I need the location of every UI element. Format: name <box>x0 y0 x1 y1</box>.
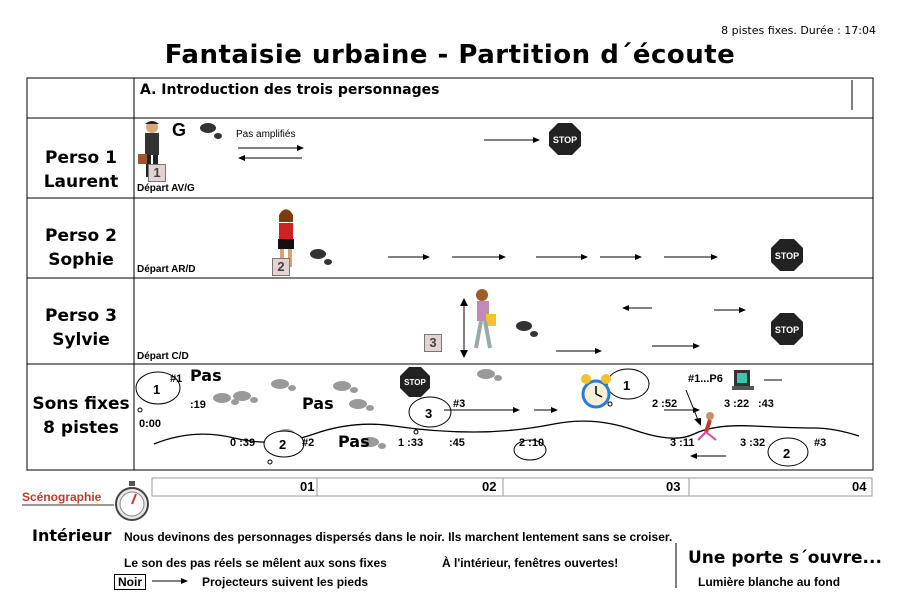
svg-text:STOP: STOP <box>774 325 800 335</box>
perso3-number-badge: 3 <box>424 334 442 352</box>
scenography-line2b: À l'intérieur, fenêtres ouvertes! <box>442 556 619 570</box>
row-label-perso3: Perso 3 Sylvie <box>45 306 117 350</box>
time-label: 3 :22 <box>724 398 750 410</box>
walking-woman-icon <box>466 288 498 358</box>
time-label: 0:00 <box>139 418 162 430</box>
svg-text:STOP: STOP <box>404 378 426 387</box>
perso1-letter: G <box>172 120 187 140</box>
time-label: 1 :33 <box>398 437 424 449</box>
time-label: 3 :32 <box>740 437 766 449</box>
pas-label: Pas <box>338 432 370 451</box>
scenography-line1: Nous devinons des personnages dispersés dans le noir. Ils marchent lentement sans se croiser. <box>124 530 673 544</box>
perso2-number-badge: 2 <box>272 258 290 276</box>
hash-label: #3 <box>814 437 827 449</box>
running-figure-icon <box>698 412 716 440</box>
svg-text:STOP: STOP <box>774 251 800 261</box>
hash-label: #3 <box>453 398 466 410</box>
perso1-amplified-note: Pas amplifiés <box>236 129 296 140</box>
duration-note: 8 pistes fixes. Durée : 17:04 <box>721 24 876 37</box>
sons-fixes-track <box>134 364 873 470</box>
stopwatch-icon <box>114 480 152 524</box>
svg-text:2: 2 <box>279 437 287 452</box>
time-label: :19 <box>190 399 206 411</box>
time-label: :43 <box>758 398 774 410</box>
svg-text:STOP: STOP <box>552 135 578 145</box>
timeline-label: Scénographie <box>22 490 102 504</box>
time-label: 2 :10 <box>519 437 545 449</box>
time-label: 0 :39 <box>230 437 256 449</box>
row-label-perso2: Perso 2 Sophie <box>45 226 117 270</box>
time-label: 3 :11 <box>670 437 695 449</box>
perso1-number-badge: 1 <box>148 164 166 182</box>
scenography-line2a: Le son des pas réels se mêlent aux sons fixes <box>124 556 387 570</box>
row-label-sons-fixes: Sons fixes 8 pistes <box>32 394 130 438</box>
timeline-tick: 01 <box>300 479 315 494</box>
alarm-clock-icon <box>581 374 611 407</box>
stop-sign-icon <box>770 238 804 272</box>
section-title: A. Introduction des trois personnages <box>140 82 440 98</box>
timeline-tick: 03 <box>666 479 681 494</box>
svg-text:1: 1 <box>623 378 631 393</box>
pas-label: Pas <box>302 394 334 413</box>
svg-text:3: 3 <box>425 406 433 421</box>
perso1-depart: Départ AV/G <box>137 183 195 194</box>
arrow-right-icon <box>484 134 544 146</box>
timeline-tick: 02 <box>482 479 497 494</box>
arrow-right-icon <box>152 574 192 588</box>
svg-text:1: 1 <box>153 382 161 397</box>
scenography-heading: Intérieur <box>32 526 112 545</box>
timeline-tick: 04 <box>852 479 867 494</box>
perso2-movement-arrows <box>386 250 726 264</box>
pas-label: Pas <box>190 366 222 385</box>
svg-text:2: 2 <box>783 446 791 461</box>
footprint-icon <box>308 246 334 268</box>
stop-sign-icon <box>770 312 804 346</box>
hash-label: #1 <box>170 373 183 385</box>
scenography-line3: Projecteurs suivent les pieds <box>202 575 369 589</box>
perso3-movement-arrows <box>554 302 754 358</box>
time-label: 2 :52 <box>652 398 678 410</box>
perso3-depart: Départ C/D <box>137 351 189 362</box>
page-title: Fantaisie urbaine - Partition d´écoute <box>164 40 736 70</box>
time-label: :45 <box>449 437 465 449</box>
noir-box: Noir <box>114 574 146 590</box>
door-opens-note: Une porte s´ouvre... <box>688 548 882 568</box>
stop-sign-icon <box>548 122 582 156</box>
white-light-note: Lumière blanche au fond <box>698 575 841 589</box>
back-and-forth-arrows <box>236 142 306 164</box>
perso2-depart: Départ AR/D <box>137 264 196 275</box>
footprint-icon <box>514 318 540 340</box>
footprint-icon <box>198 120 224 142</box>
hash-label: #1...P6 <box>688 373 723 385</box>
computer-icon <box>732 370 754 390</box>
row-label-perso1: Perso 1 Laurent <box>43 148 119 192</box>
hash-label: #2 <box>302 437 315 449</box>
